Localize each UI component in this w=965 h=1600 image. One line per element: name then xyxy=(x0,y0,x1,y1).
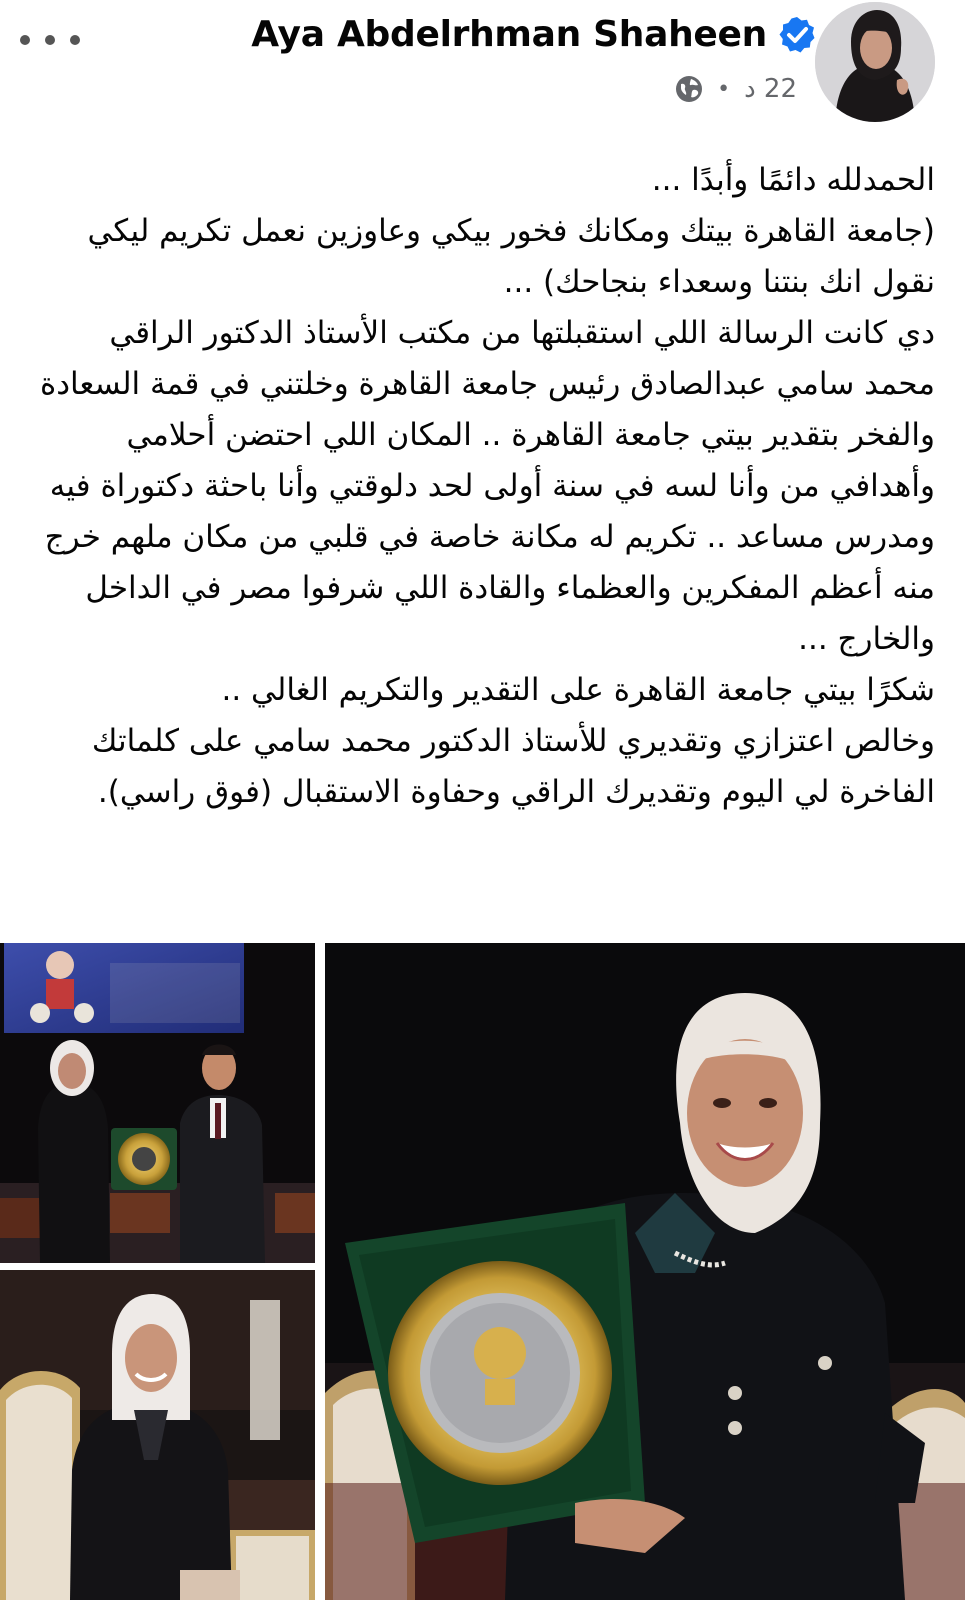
post-paragraph: دي كانت الرسالة اللي استقبلتها من مكتب الأستاذ الدكتور الراقي محمد سامي عبدالصادق رئيس جامعة القاهرة وخلتني في قمة السعادة والفخر بتقدير بيتي جامعة القاهرة .. المكان اللي احتضن أحلامي وأهدافي من وأنا لسه في سنة أولى لحد دلوقتي وأنا باحثة دكتوراة فيه ومدرس مساعد .. تكريم له مكانة خاصة في قلبي من مكان ملهم خرج منه أعظم المفكرين والعظماء والقادة اللي شرفوا مصر في الداخل والخارج ... xyxy=(40,315,935,657)
post-paragraph: الحمدلله دائمًا وأبدًا ... xyxy=(651,162,935,198)
more-dot-icon xyxy=(20,35,30,45)
avatar-image xyxy=(815,2,935,122)
more-dot-icon xyxy=(70,35,80,45)
author-avatar[interactable] xyxy=(815,2,935,122)
post-paragraph: وخالص اعتزازي وتقديري للأستاذ الدكتور محمد سامي على كلماتك الفاخرة لي اليوم وتقديرك الراقي وحفاوة الاستقبال (فوق راسي). xyxy=(91,723,935,810)
post-paragraph: شكرًا بيتي جامعة القاهرة على التقدير والتكريم الغالي .. xyxy=(221,672,935,708)
post-photo-stage[interactable] xyxy=(0,943,315,1263)
post-photo-seated[interactable] xyxy=(0,1270,315,1600)
photo-image xyxy=(325,943,965,1600)
more-dot-icon xyxy=(45,35,55,45)
globe-icon[interactable] xyxy=(675,75,703,103)
author-name-link[interactable]: Aya Abdelrhman Shaheen xyxy=(251,14,767,55)
photo-image xyxy=(0,1270,315,1600)
post-author xyxy=(251,14,817,55)
post-meta xyxy=(675,74,797,104)
post-timestamp[interactable]: 22 د xyxy=(744,74,797,104)
photo-image xyxy=(0,943,315,1263)
meta-separator: • xyxy=(717,76,731,102)
post-photo-main[interactable] xyxy=(325,943,965,1600)
post-text xyxy=(30,155,935,818)
verified-badge-icon xyxy=(777,15,817,55)
post-options-button[interactable] xyxy=(20,25,80,55)
post-paragraph: (جامعة القاهرة بيتك ومكانك فخور بيكي وعاوزين نعمل تكريم ليكي نقول انك بنتنا وسعداء بنجاحك) ... xyxy=(87,213,935,300)
